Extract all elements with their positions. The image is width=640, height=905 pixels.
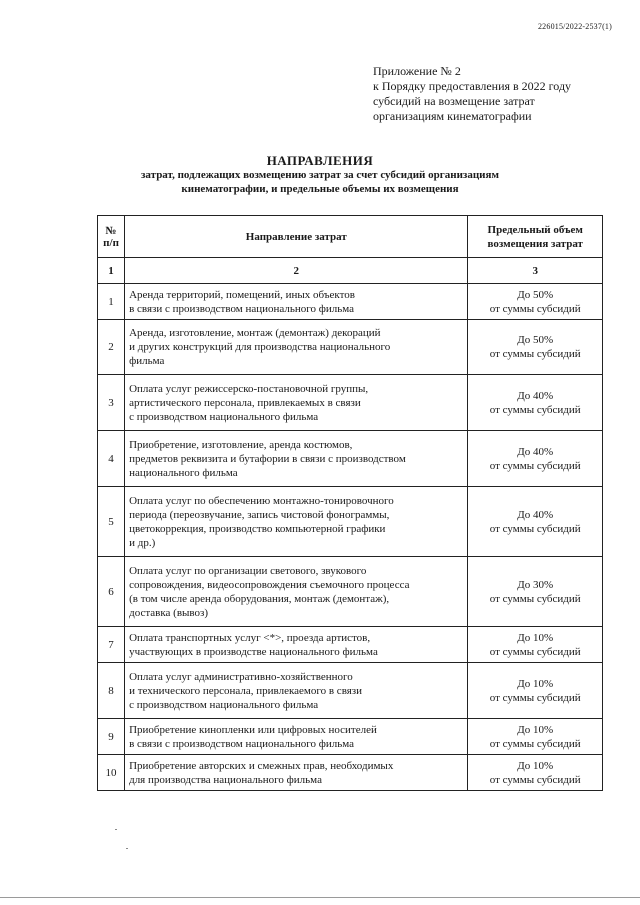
direction-line: Приобретение кинопленки или цифровых носителей: [129, 723, 377, 736]
header-number: [98, 216, 125, 258]
direction-line: участвующих в производстве национального фильма: [129, 645, 378, 658]
direction-line: и технического персонала, привлекаемого в связи: [129, 684, 363, 697]
expense-table: [97, 215, 603, 791]
direction-line: предметов реквизита и бутафории в связи с производством: [129, 452, 406, 465]
direction-line: Оплата услуг по обеспечению монтажно-тонировочного: [129, 494, 394, 507]
table-row: [98, 719, 603, 755]
row-number: 9: [98, 719, 125, 755]
limit-value: До 50%: [517, 334, 554, 346]
table-row: [98, 557, 603, 627]
limit-note: от суммы субсидий: [489, 773, 581, 786]
limit-value: До 50%: [517, 288, 554, 301]
subtitle-line: затрат, подлежащих возмещению затрат за счет субсидий организациям: [141, 169, 499, 181]
appendix-line: к Порядку предоставления в 2022 году: [373, 79, 572, 93]
limit-value: До 10%: [517, 723, 554, 736]
row-number: 7: [98, 627, 125, 663]
row-number: 10: [98, 755, 125, 791]
appendix-line: Приложение № 2: [373, 64, 461, 78]
row-number: 1: [98, 284, 125, 320]
direction-line: для производства национального фильма: [129, 773, 322, 786]
limit-note: от суммы субсидий: [489, 348, 581, 360]
header-number-line: №: [105, 224, 117, 237]
scan-speck: [115, 829, 117, 830]
appendix-line: организациям кинематографии: [373, 109, 532, 123]
row-number: 3: [98, 375, 125, 431]
direction-line: периода (переозвучание, запись чистовой фонограммы,: [129, 508, 390, 521]
header-limit-line: Предельный объем: [487, 223, 583, 236]
direction-line: и др.): [129, 536, 156, 549]
direction-line: фильма: [129, 355, 165, 367]
table-row: [98, 487, 603, 557]
column-number: 1: [98, 258, 125, 284]
row-direction: [125, 487, 468, 557]
row-number: 4: [98, 431, 125, 487]
column-number: 2: [125, 258, 468, 284]
row-limit: [468, 663, 603, 719]
row-limit: [468, 627, 603, 663]
direction-line: и других конструкций для производства национального: [129, 341, 391, 353]
limit-note: от суммы субсидий: [489, 522, 581, 535]
row-limit: [468, 557, 603, 627]
row-limit: [468, 487, 603, 557]
direction-line: Приобретение, изготовление, аренда костюмов,: [129, 438, 353, 451]
row-limit: [468, 284, 603, 320]
direction-line: Аренда территорий, помещений, иных объектов: [129, 288, 355, 301]
row-number: 8: [98, 663, 125, 719]
row-direction: [125, 627, 468, 663]
direction-line: в связи с производством национального фильма: [129, 302, 355, 315]
row-direction: [125, 663, 468, 719]
direction-line: с производством национального фильма: [129, 698, 319, 711]
limit-note: от суммы субсидий: [489, 592, 581, 605]
limit-note: от суммы субсидий: [489, 302, 581, 315]
header-row: [98, 216, 603, 258]
page-edge-line: [0, 897, 640, 898]
table-row: [98, 375, 603, 431]
row-limit: [468, 375, 603, 431]
direction-line: национального фильма: [129, 466, 238, 479]
limit-value: До 30%: [517, 578, 554, 591]
row-number: 6: [98, 557, 125, 627]
row-direction: [125, 284, 468, 320]
header-limit-line: возмещения затрат: [487, 237, 583, 250]
direction-line: Оплата услуг режиссерско-постановочной группы,: [129, 382, 369, 395]
direction-line: в связи с производством национального фильма: [129, 737, 355, 750]
direction-line: Приобретение авторских и смежных прав, необходимых: [129, 759, 394, 772]
limit-value: До 40%: [517, 445, 554, 458]
limit-value: До 10%: [517, 677, 554, 690]
header-number-line: п/п: [103, 236, 119, 249]
table-row: [98, 284, 603, 320]
row-number: 5: [98, 487, 125, 557]
direction-line: артистического персонала, привлекаемых в связи: [129, 396, 361, 409]
row-direction: [125, 755, 468, 791]
limit-value: До 40%: [517, 508, 554, 521]
limit-note: от суммы субсидий: [489, 459, 581, 472]
appendix-line: субсидий на возмещение затрат: [373, 94, 535, 108]
subtitle-line: кинематографии, и предельные объемы их возмещения: [181, 183, 459, 195]
direction-line: цветокоррекция, производство компьютерной графики: [129, 522, 386, 535]
table-row: [98, 755, 603, 791]
limit-value: До 10%: [517, 631, 554, 644]
row-direction: [125, 375, 468, 431]
direction-line: Аренда, изготовление, монтаж (демонтаж) декораций: [129, 327, 381, 339]
page-title: НАПРАВЛЕНИЯ: [266, 153, 374, 168]
direction-line: с производством национального фильма: [129, 410, 319, 423]
row-direction: [125, 431, 468, 487]
limit-value: До 10%: [517, 759, 554, 772]
direction-line: Оплата услуг по организации светового, звукового: [129, 564, 367, 577]
row-direction: [125, 557, 468, 627]
column-number-row: [98, 258, 603, 284]
limit-note: от суммы субсидий: [489, 691, 581, 704]
row-direction: [125, 320, 468, 375]
row-direction: [125, 719, 468, 755]
row-number: 2: [98, 320, 125, 375]
direction-line: Оплата услуг административно-хозяйственного: [129, 670, 353, 683]
limit-value: До 40%: [517, 389, 554, 402]
table-row: [98, 320, 603, 375]
direction-line: Оплата транспортных услуг <*>, проезда артистов,: [129, 631, 371, 644]
column-number: 3: [468, 258, 603, 284]
row-limit: [468, 755, 603, 791]
appendix-block: [373, 64, 571, 124]
page-subtitle: [0, 168, 640, 196]
direction-line: (в том числе аренда оборудования, монтаж (демонтаж),: [129, 592, 390, 605]
table-row: [98, 431, 603, 487]
direction-line: доставка (вывоз): [129, 606, 209, 619]
document-number: 226015/2022-2537(1): [537, 22, 612, 31]
limit-note: от суммы субсидий: [489, 645, 581, 658]
header-direction: Направление затрат: [125, 216, 468, 258]
row-limit: [468, 320, 603, 375]
table-row: [98, 627, 603, 663]
limit-note: от суммы субсидий: [489, 737, 581, 750]
limit-note: от суммы субсидий: [489, 403, 581, 416]
direction-line: сопровождения, видеосопровождения съемочного процесса: [129, 578, 410, 591]
table-row: [98, 663, 603, 719]
row-limit: [468, 719, 603, 755]
header-limit: [468, 216, 603, 258]
row-limit: [468, 431, 603, 487]
scan-speck: [126, 848, 128, 849]
